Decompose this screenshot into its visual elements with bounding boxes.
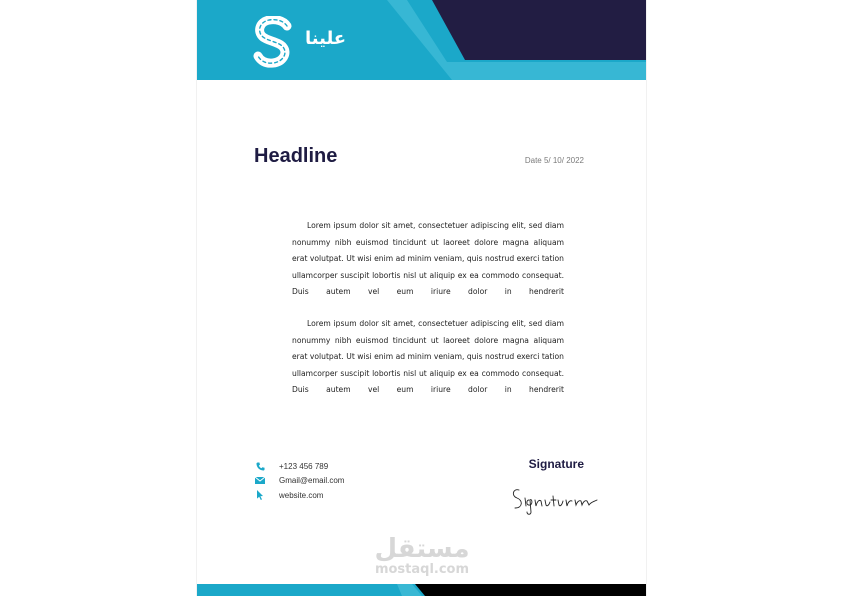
signature-scribble xyxy=(509,478,601,518)
page-title: Headline xyxy=(254,145,338,167)
paragraph: Lorem ipsum dolor sit amet, consectetuer adipiscing elit, sed diam nonummy nibh euismod tincidunt ut laoreet dolore magna aliquam erat volutpat. Ut wisi enim ad minim veniam, quis nostrud exerci tation ullamcorper suscipit lobortis nisl ut aliquip ex ea commodo consequat. Duis autem vel eum iriure dolor in hendrerit xyxy=(292,221,564,297)
date-text: Date 5/ 10/ 2022 xyxy=(524,156,584,165)
phone-icon xyxy=(254,461,266,471)
contact-phone xyxy=(254,459,344,474)
logo-s-mark xyxy=(253,16,293,68)
letterhead-page xyxy=(197,0,646,596)
email-text: Gmail@email.com xyxy=(279,476,345,486)
footer-bar xyxy=(197,584,646,596)
website-text: website.com xyxy=(279,490,324,500)
watermark-latin: mostaql.com xyxy=(374,562,470,577)
logo-text: علينا xyxy=(305,28,347,49)
phone-text: +123 456 789 xyxy=(279,461,329,471)
contact-block xyxy=(254,459,344,503)
contact-website xyxy=(254,488,344,503)
paragraph: Lorem ipsum dolor sit amet, consectetuer adipiscing elit, sed diam nonummy nibh euismod tincidunt ut laoreet dolore magna aliquam erat volutpat. Ut wisi enim ad minim veniam, quis nostrud exerci tation ullamcorper suscipit lobortis nisl ut aliquip ex ea commodo consequat. Duis autem vel eum iriure dolor in hendrerit xyxy=(292,318,564,395)
signature-label: Signature xyxy=(528,457,584,471)
letter-body xyxy=(292,218,564,414)
watermark-arabic: مستقل xyxy=(374,534,470,564)
cursor-icon xyxy=(254,490,266,500)
contact-email xyxy=(254,474,344,489)
mail-icon xyxy=(254,476,266,486)
